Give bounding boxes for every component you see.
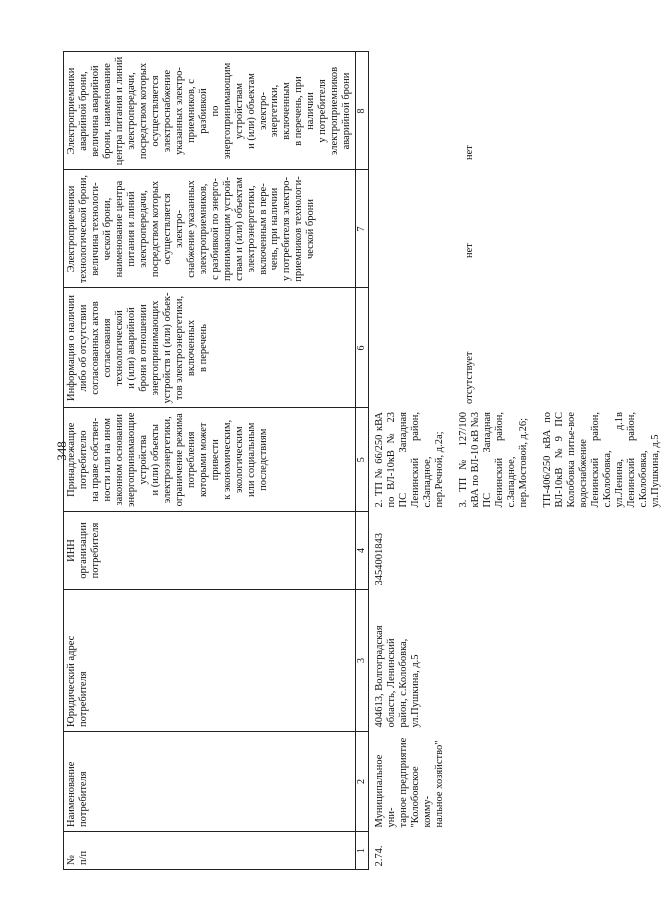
continuation-item-3: 3. ТП № 127/100 кВА по ВЛ-10 кВ №3 ПС Западная Ленинский район, с.Западное, пер.Мостовой, д.26; xyxy=(458,412,529,508)
row-number: 2.74. xyxy=(374,845,386,867)
emergency-reserve-value xyxy=(369,52,667,170)
header-reservation-acts: Информация о наличии либо об отсутствии согласованных актов согласования технологической и (или) аварийной брони в отношении энергопринимающих устройств и (или) объек- тов электроэнергетики, включенных в перечень xyxy=(64,288,356,408)
consumers-table xyxy=(63,52,667,871)
header-row xyxy=(64,52,356,870)
column-number: 1 xyxy=(356,832,369,870)
header-devices: Принадлежащие потребителю на праве собствен- ности или на ином законном основании энергопринимающие устройства и (или) объекты электроэнергетики, ограничение режима потребления которыми может привести к экономическим, экологическим или социальным последствиям xyxy=(64,408,356,512)
emergency-reserve-text: нет xyxy=(464,145,476,160)
inn-value: 3454001843 xyxy=(374,533,386,586)
continuation-item-2: 2. ТП № 66/250 кВА по ВЛ-10кВ № 23 ПС Западная Ленинский район, с.Западное, пер.Речной, д.2а; xyxy=(374,412,446,508)
table-row xyxy=(369,52,667,870)
column-number: 4 xyxy=(356,512,369,590)
column-number: 3 xyxy=(356,590,369,732)
column-number: 6 xyxy=(356,288,369,408)
column-number: 8 xyxy=(356,52,369,170)
column-number: 5 xyxy=(356,408,369,512)
column-number-row xyxy=(356,52,369,870)
acts-value xyxy=(369,288,667,408)
header-legal-address: Юридический адрес потребителя xyxy=(64,590,356,732)
devices-cell xyxy=(369,408,667,512)
column-number: 7 xyxy=(356,170,369,288)
tech-reserve-value xyxy=(369,170,667,288)
consumer-name: Муниципальное уни- тарное предприятие "Колобовское комму- нальное хозяйство" xyxy=(374,737,446,828)
tech-reserve-text: нет xyxy=(464,243,476,258)
column-number: 2 xyxy=(356,732,369,832)
devices-value: ТП-406/250 кВА по ВЛ-10кВ №9 ПС Колобовка питье-вое водоснабжение Ленинский район, с.Колобовка, ул.Ленина, д.1в Ленинский район, с.Колобовка, ул.Пушкина, д.5 xyxy=(541,412,661,508)
header-number: № п/п xyxy=(64,832,356,870)
header-inn: ИНН организации потребителя xyxy=(64,512,356,590)
header-emergency-reserve: Электроприемники аварийной брони, величина аварийной брони, наименование центра питания и линий электропередачи, посредством которых осуществляется электроснабжение указанных электро- приемников, с разбивкой по энергопринимающим устройствам и (или) объектам электро- энергетики, включенным в перечень, при наличии у потребителя электроприемников аварийной брони xyxy=(64,52,356,170)
acts-text: отсутствует xyxy=(464,351,476,404)
page-number: 348 xyxy=(54,441,69,461)
legal-address: 404613, Волгоградская область, Ленинский район, с.Колобовка, ул.Пушкина, д.5 xyxy=(374,625,422,728)
header-consumer-name: Наименование потребителя xyxy=(64,732,356,832)
header-technological-reserve: Электроприемники технологической брони, величина технологи- ческой брони, наименование центра питания и линий электропередачи, посредством которых осуществляется электро- снабжение указанных электроприемников, с разбивкой по энерго- принимающим устрой- ствам и (или) объектам электроэнергетики, включенным в пере- чень, при наличии у потребителя электро- приемников технологи- ческой брони xyxy=(64,170,356,288)
